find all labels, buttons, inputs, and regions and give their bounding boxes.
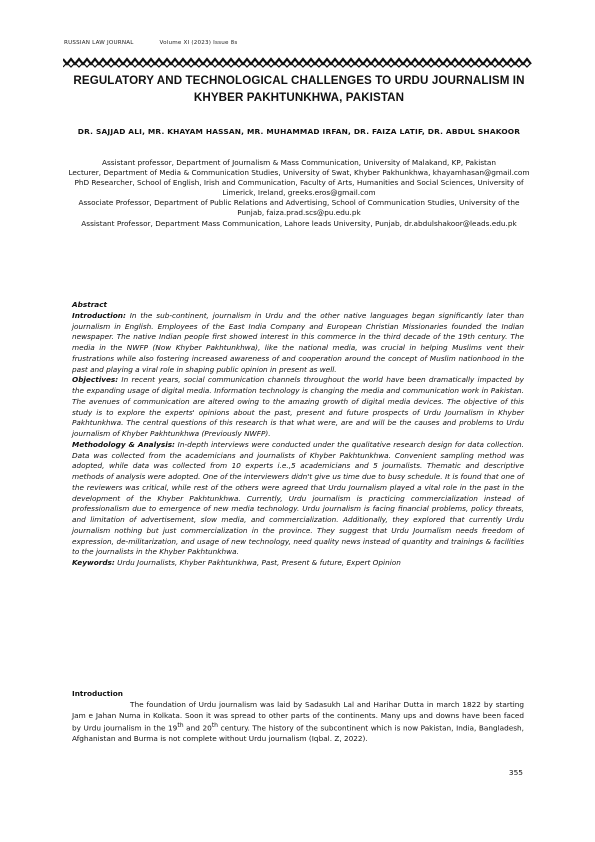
paper-title: REGULATORY AND TECHNOLOGICAL CHALLENGES TO URDU JOURNALISM IN KHYBER PAKHTUNKHWA, PAKISTAN xyxy=(73,74,525,104)
intro-sup-2: th xyxy=(211,722,219,730)
keywords-text: Urdu Journalists, Khyber Pakhtunkhwa, Past, Present & future, Expert Opinion xyxy=(114,558,401,567)
abstract-keywords xyxy=(72,558,524,569)
affiliation-2: Lecturer, Department of Media & Communication Studies, University of Swat, Khyber Pakhunkhwa, khayamhasan@gmail.com xyxy=(68,168,530,178)
abstract-objectives-text: In recent years, social communication channels throughout the world have been dramatically impacted by the expanding usage of digital media. Information technology is changing the media and communication work in Pakistan. The avenues of communication are altered owing to the amazing growth of digital media devices. The objective of this study is to explore the experts' opinions about the past, present and future prospects of Urdu Journalism in Khyber Pakhtunkhwa. The central questions of this research is that what were, are and will be the causes and problems to Urdu journalism of Khyber Pakhtunkhwa (Previously NWFP). xyxy=(72,375,524,438)
author-list: DR. SAJJAD ALI, MR. KHAYAM HASSAN, MR. MUHAMMAD IRFAN, DR. FAIZA LATIF, DR. ABDUL SHAKOOR xyxy=(77,127,521,136)
intro-text-2: and 20 xyxy=(183,723,212,733)
affiliation-4: Associate Professor, Department of Public Relations and Advertising, School of Communication Studies, University of the Punjab, faiza.prad.scs@pu.edu.pk xyxy=(78,198,520,218)
affiliation-1: Assistant professor, Department of Journalism & Mass Communication, University of Malakand, KP, Pakistan xyxy=(101,158,497,167)
abstract-objectives xyxy=(72,375,524,440)
introduction-paragraph xyxy=(72,700,524,745)
abstract-objectives-label: Objectives: xyxy=(72,375,119,385)
affiliation-3: PhD Researcher, School of English, Irish and Communication, Faculty of Arts, Humanities and Social Sciences, University of Limerick, Ireland, greeks.eros@gmail.com xyxy=(74,178,524,198)
keywords-label: Keywords: xyxy=(72,558,115,567)
abstract-intro-text: In the sub-continent, journalism in Urdu and the other native languages began significantly later than journalism in English. Employees of the East India Company and European Christian Missionaries founded the Indian newspaper. The native Indian people first showed interest in this commerce in the third decade of the 19th century. The media in the NWFP (Now Khyber Pakhtunkhwa), like the national media, was crucial in helping Muslims vent their frustrations while also fostering increased awareness of and cooperation around the concept of Muslim nationhood in the past and playing a viral role in shaping public opinion in present as well. xyxy=(72,310,524,374)
volume-info: Volume XI (2023) Issue 8s xyxy=(159,40,238,46)
introduction-section xyxy=(72,689,524,745)
intro-text-3: century. The history of the subcontinent which is now Pakistan, India, Bangladesh, Afghanistan and Burma is not complete without Urdu journalism (Iqbal. Z, 2022). xyxy=(72,723,525,744)
abstract-section xyxy=(72,300,524,569)
abstract-methodology xyxy=(72,440,524,558)
intro-sup-1: th xyxy=(177,722,184,730)
abstract-intro-label: Introduction: xyxy=(72,310,126,320)
intro-text-1: The foundation of Urdu journalism was laid by Sadasukh Lal and Harihar Dutta in march 1822 by starting Jam e Jahan Numa in Kolkata. Soon it was spread to other parts of the continents. Many ups and downs have been faced by Urdu journalism in the 19 xyxy=(72,699,524,733)
abstract-methodology-text: In-depth interviews were conducted under the qualitative research design for data collection. Data was collected from the academicians and journalists of Khyber Pakhtunkhwa. Convenient sampling method was adopted, while data was collected from 10 experts i.e.,5 academicians and 5 journalists. Thematic and descriptive methods of analysis were adopted. One of the interviewers didn't give us time due to busy schedule. It is found that one of the reviewers was critical, while rest of the others were agreed that Urdu Journalism played a vital role in the past in the development of the Khyber Pakhtunkhwa. Currently, Urdu journalism is practicing commercialization instead of professionalism due to emergence of new media technology. Urdu journalism is facing financial problems, policy threats, and limitation of advertisement, slow media, and commercialization. Additionally, they explored that currently Urdu journalism nothing but just commercialization in the province. They suggest that Urdu Journalism needs freedom of expression, de-militarization, and usage of new technology, need quality news instead of quantity and trainings & facilities to the journalists in the Khyber Pakhtunkhwa. xyxy=(72,439,525,557)
decorative-zigzag-border xyxy=(63,56,533,70)
abstract-methodology-label: Methodology & Analysis: xyxy=(72,439,175,449)
affiliations xyxy=(64,158,534,229)
abstract-introduction xyxy=(72,311,524,376)
page-number: 355 xyxy=(508,768,523,777)
introduction-heading: Introduction xyxy=(72,689,123,698)
abstract-heading: Abstract xyxy=(72,300,108,309)
journal-name: RUSSIAN LAW JOURNAL xyxy=(64,40,134,46)
running-header xyxy=(64,40,237,46)
affiliation-5: Assistant Professor, Department Mass Communication, Lahore leads University, Punjab, dr.abdulshakoor@leads.edu.pk xyxy=(81,218,517,228)
